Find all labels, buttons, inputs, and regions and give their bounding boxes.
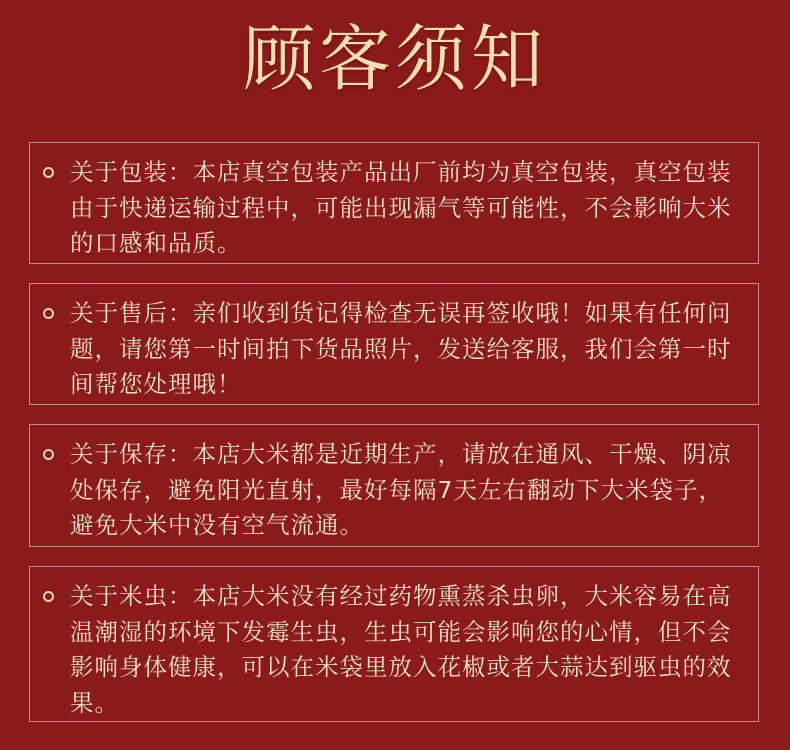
notice-rice-bugs [29,566,759,722]
circle-bullet-icon [43,449,54,460]
circle-bullet-icon [43,591,54,602]
circle-bullet-icon [43,167,54,178]
notice-text: 关于包装：本店真空包装产品出厂前均为真空包装，真空包装由于快递运输过程中，可能出现漏气等可能性，不会影响大米的口感和品质。 [70,158,732,257]
circle-bullet-icon [43,308,54,319]
page-title: 顾客须知 [242,17,547,101]
notice-text: 关于保存：本店大米都是近期生产，请放在通风、干燥、阴凉处保存，避免阳光直射，最好每隔7天左右翻动下大米袋子，避免大米中没有空气流通。 [70,440,732,539]
notice-packaging [29,142,759,264]
notice-storage [29,424,759,547]
notice-after-sales [29,283,759,405]
notice-text: 关于售后：亲们收到货记得检查无误再签收哦！如果有任何问题，请您第一时间拍下货品照片，发送给客服，我们会第一时间帮您处理哦！ [70,299,732,398]
notice-text: 关于米虫：本店大米没有经过药物熏蒸杀虫卵，大米容易在高温潮湿的环境下发霉生虫，生虫可能会影响您的心情，但不会影响身体健康，可以在米袋里放入花椒或者大蒜达到驱虫的效果。 [70,582,732,717]
